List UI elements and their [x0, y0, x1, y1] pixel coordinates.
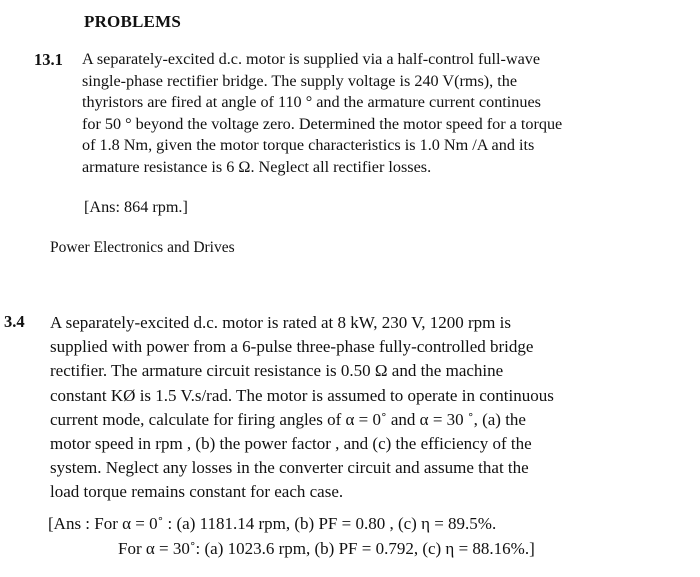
problem-1-text — [82, 49, 664, 179]
problem-1-line: for 50 ° beyond the voltage zero. Determined the motor speed for a torque — [82, 114, 563, 133]
problem-2-answer-line-1: [Ans : For α = 0˚ : (a) 1181.14 rpm, (b) PF = 0.80 , (c) η = 89.5%. — [48, 514, 497, 533]
problem-2-line: supplied with power from a 6-pulse three-phase fully-controlled bridge — [50, 337, 534, 357]
problem-2-answer-line-2: For α = 30˚: (a) 1023.6 rpm, (b) PF = 0.792, (c) η = 88.16%.] — [118, 539, 535, 558]
problem-2-text — [50, 311, 670, 505]
problem-1-line: single-phase rectifier bridge. The supply voltage is 240 V(rms), the — [82, 71, 518, 90]
problem-2-line: load torque remains constant for each case. — [50, 482, 344, 502]
problem-2-line: constant KØ is 1.5 V.s/rad. The motor is assumed to operate in continuous — [50, 385, 554, 405]
problem-1-line: A separately-excited d.c. motor is supplied via a half-control full-wave — [82, 50, 541, 68]
book-footer: Power Electronics and Drives — [50, 239, 235, 256]
problem-1-number: 13.1 — [34, 50, 63, 69]
problem-1-answer: [Ans: 864 rpm.] — [84, 198, 188, 216]
problem-2-line: rectifier. The armature circuit resistance is 0.50 Ω and the machine — [50, 361, 504, 381]
section-heading: PROBLEMS — [84, 12, 182, 31]
problem-2-number: 3.4 — [4, 312, 25, 331]
problem-2-line: A separately-excited d.c. motor is rated at 8 kW, 230 V, 1200 rpm is — [50, 313, 511, 332]
problem-1-line: thyristors are fired at angle of 110 ° and the armature current continues — [82, 93, 541, 112]
problem-2-line: motor speed in rpm , (b) the power factor , and (c) the efficiency of the — [50, 434, 532, 454]
problem-1-line: armature resistance is 6 Ω. Neglect all rectifier losses. — [82, 157, 432, 176]
problem-2-line: current mode, calculate for firing angles of α = 0˚ and α = 30 ˚, (a) the — [50, 409, 526, 429]
problem-2-line: system. Neglect any losses in the converter circuit and assume that the — [50, 458, 529, 478]
problem-1-line: of 1.8 Nm, given the motor torque characteristics is 1.0 Nm /A and its — [82, 136, 535, 155]
